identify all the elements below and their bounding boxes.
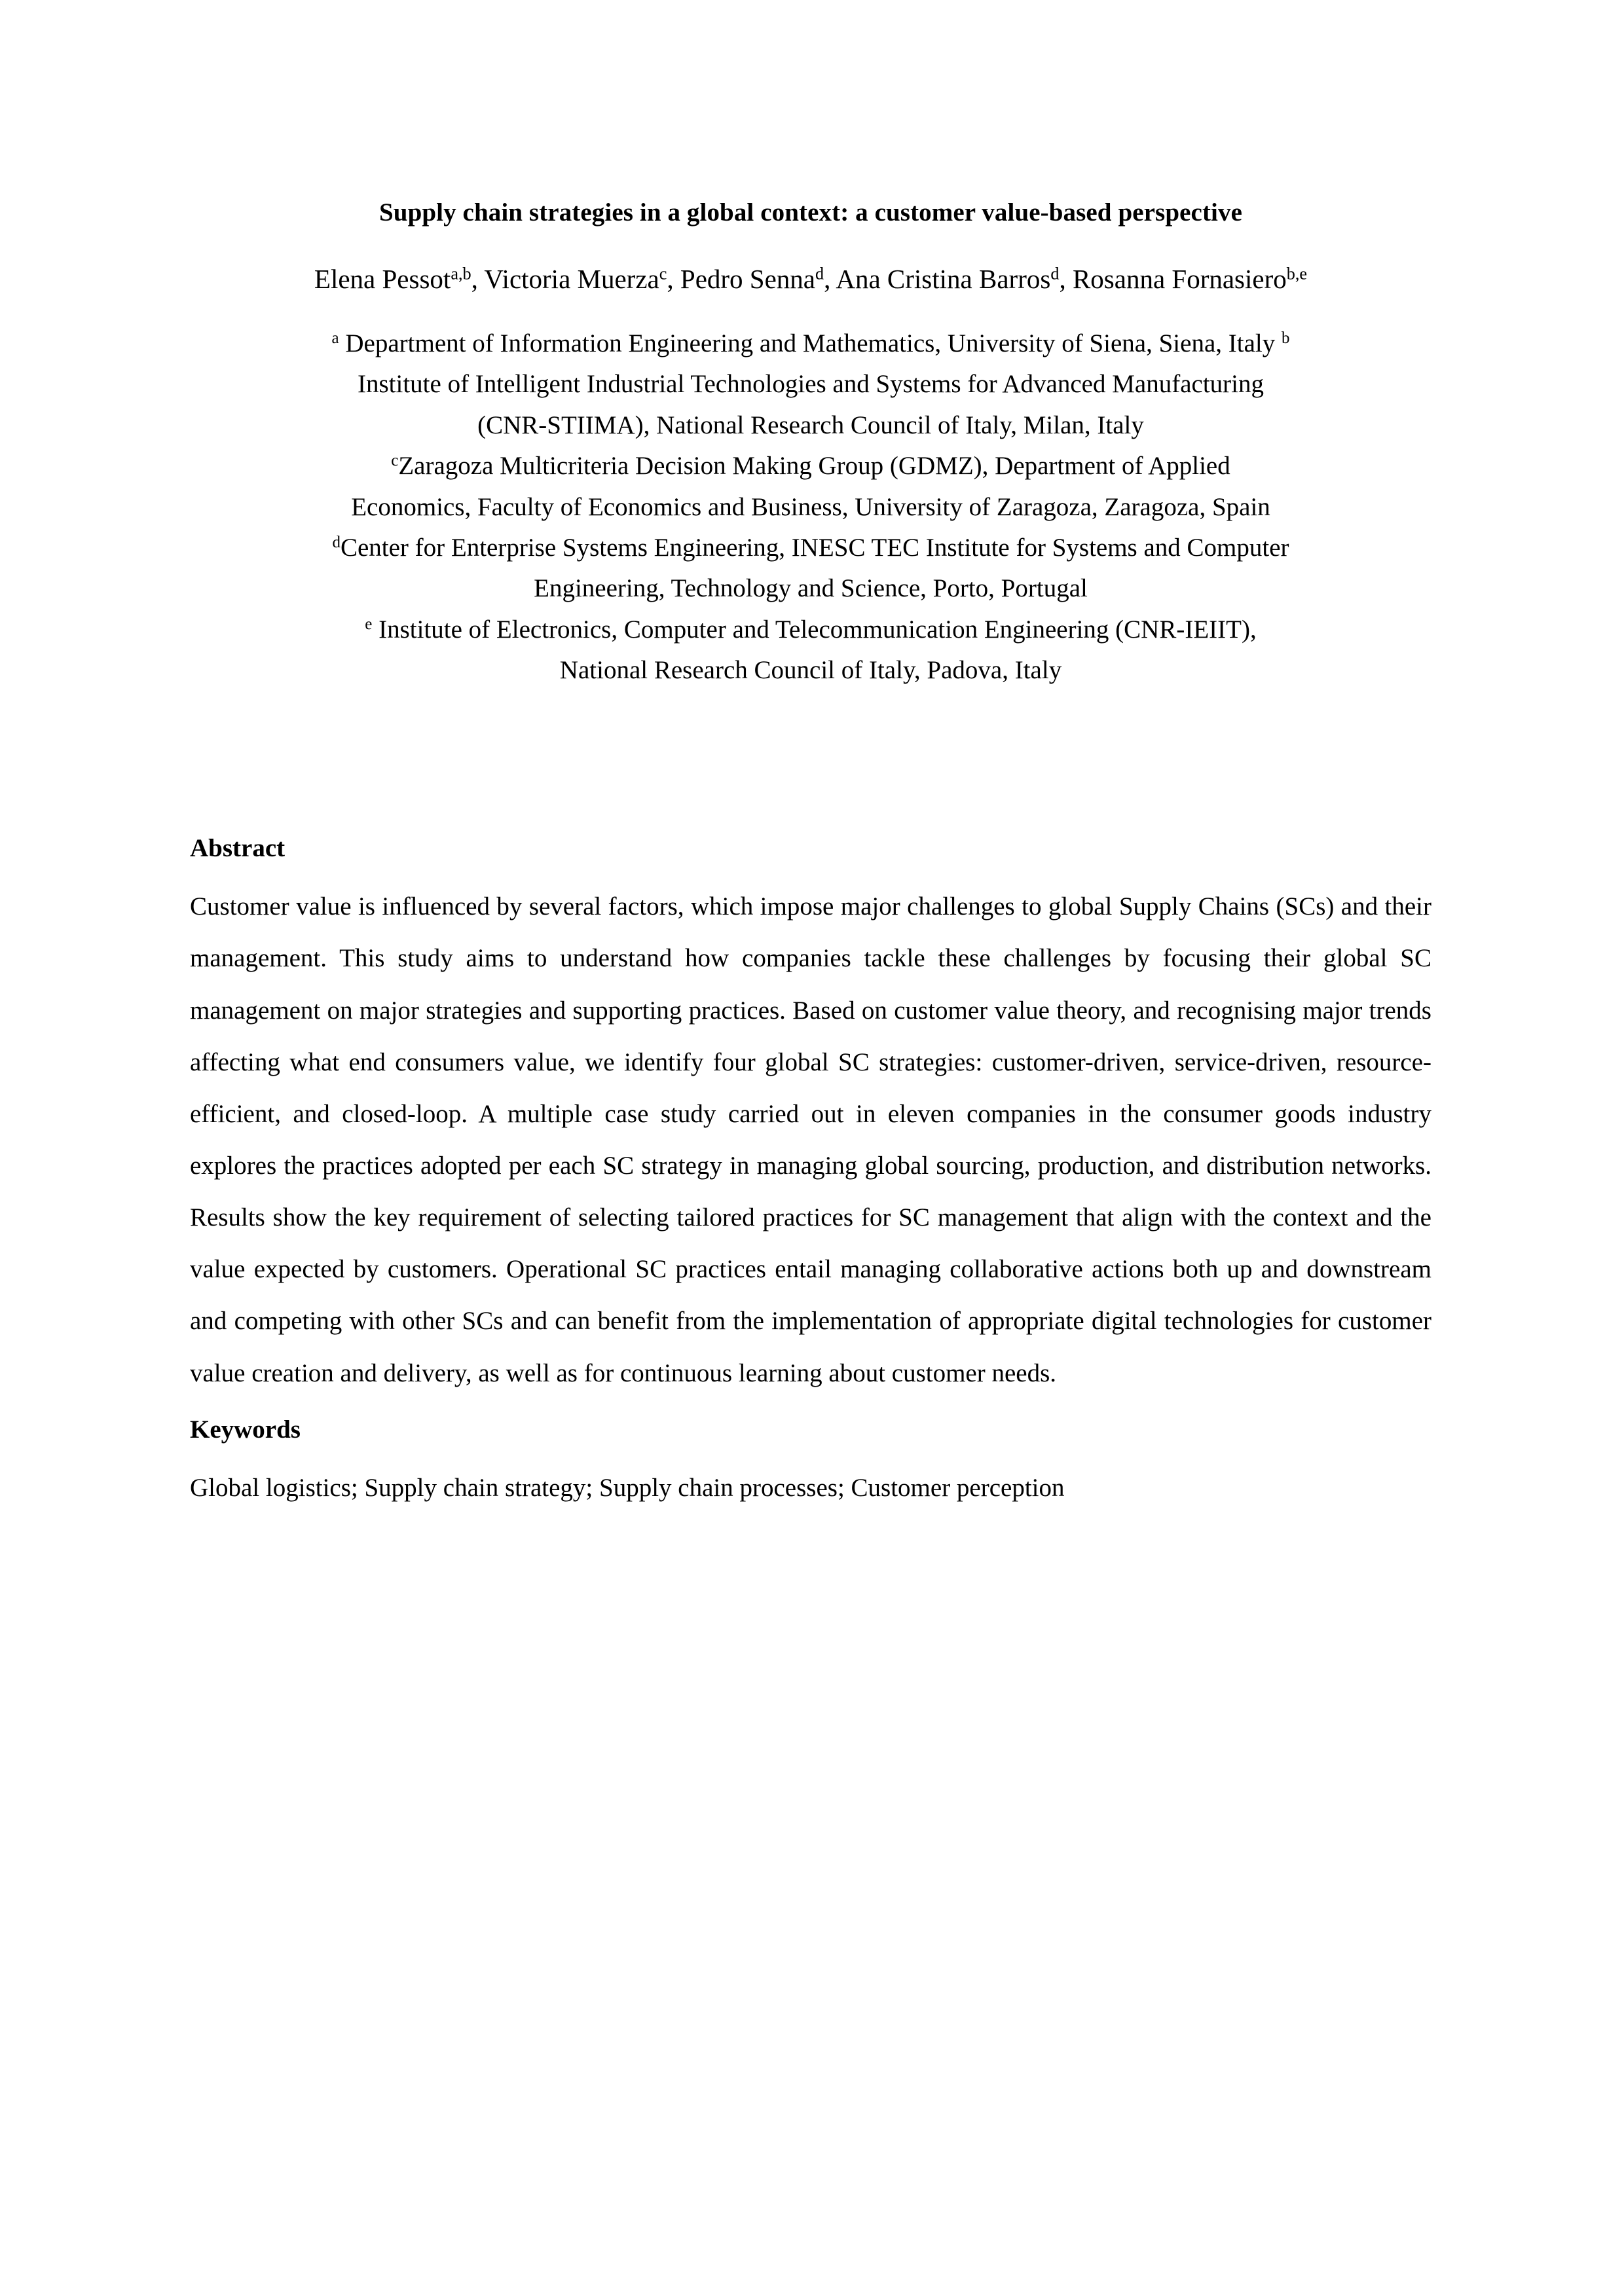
affiliation-b-line-2 (190, 405, 1431, 446)
affiliation-b-line-1 (190, 364, 1431, 405)
author-name: , Victoria Muerza (471, 263, 659, 294)
keywords-body: Global logistics; Supply chain strategy; Supply chain processes; Customer perception (190, 1474, 1065, 1503)
affiliation-c-line-2 (190, 487, 1431, 528)
affiliation-marker: b (1281, 329, 1290, 348)
affiliation-text: Center for Enterprise Systems Engineering, INESC TEC Institute for Systems and Computer (340, 533, 1289, 562)
affiliation-text: (CNR-STIIMA), National Research Council of Italy, Milan, Italy (477, 410, 1144, 439)
author-affiliation-marker: a,b (451, 264, 471, 283)
affiliation-text: Zaragoza Multicriteria Decision Making Group (GDMZ), Department of Applied (398, 452, 1230, 481)
page-content (190, 0, 1431, 1514)
affiliation-e-line-1 (190, 610, 1431, 650)
author-affiliation-marker: c (659, 264, 667, 283)
abstract-body: Customer value is influenced by several factors, which impose major challenges to global Supply Chains (SCs) and their management. This study aims to understand how companies tackle these challenges by focusing their global SC management on major strategies and supporting practices. Based on customer value theory, and recognising major trends affecting what end consumers value, we identify four global SC strategies: customer-driven, service-driven, resource-efficient, and closed-loop. A multiple case study carried out in eleven companies in the consumer goods industry explores the practices adopted per each SC strategy in managing global sourcing, production, and distribution networks. Results show the key requirement of selecting tailored practices for SC management that align with the context and the value expected by customers. Operational SC practices entail managing collaborative actions both up and downstream and competing with other SCs and can benefit from the implementation of appropriate digital technologies for customer value creation and delivery, as well as for continuous learning about customer needs. (190, 892, 1431, 1387)
affiliation-marker: c (391, 452, 399, 470)
affiliation-d-line-2 (190, 568, 1431, 609)
page-title: Supply chain strategies in a global context: a customer value-based perspective (379, 198, 1242, 227)
affiliation-text: Economics, Faculty of Economics and Business, University of Zaragoza, Zaragoza, Spain (351, 492, 1270, 521)
affiliation-e-line-2 (190, 650, 1431, 691)
author-affiliation-marker: b,e (1286, 264, 1308, 283)
affiliation-marker: a (331, 329, 339, 348)
author-name: , Pedro Senna (667, 263, 815, 294)
affiliation-text: Institute of Intelligent Industrial Technologies and Systems for Advanced Manufacturing (358, 370, 1264, 399)
author-affiliation-marker: d (1050, 264, 1060, 283)
author-affiliation-marker: d (815, 264, 824, 283)
author-name: , Ana Cristina Barros (824, 263, 1051, 294)
affiliation-marker: d (332, 534, 341, 552)
affiliation-text: Department of Information Engineering and Mathematics, University of Siena, Siena, Italy (345, 329, 1276, 358)
author-name: , Rosanna Fornasiero (1059, 263, 1287, 294)
affiliation-block (190, 297, 1431, 691)
affiliation-a (190, 323, 1431, 364)
affiliation-text: Engineering, Technology and Science, Porto, Portugal (534, 574, 1088, 603)
abstract-heading: Abstract (190, 833, 286, 862)
affiliation-c-line-1 (190, 446, 1431, 486)
affiliation-text: Institute of Electronics, Computer and Telecommunication Engineering (CNR-IEIIT), (378, 615, 1257, 644)
keywords-heading: Keywords (190, 1415, 301, 1444)
author-list (190, 230, 1431, 297)
affiliation-marker: e (365, 615, 373, 633)
author-name: Elena Pessot (314, 263, 451, 294)
affiliation-d-line-1 (190, 528, 1431, 568)
affiliation-text: National Research Council of Italy, Padova, Italy (559, 656, 1062, 685)
